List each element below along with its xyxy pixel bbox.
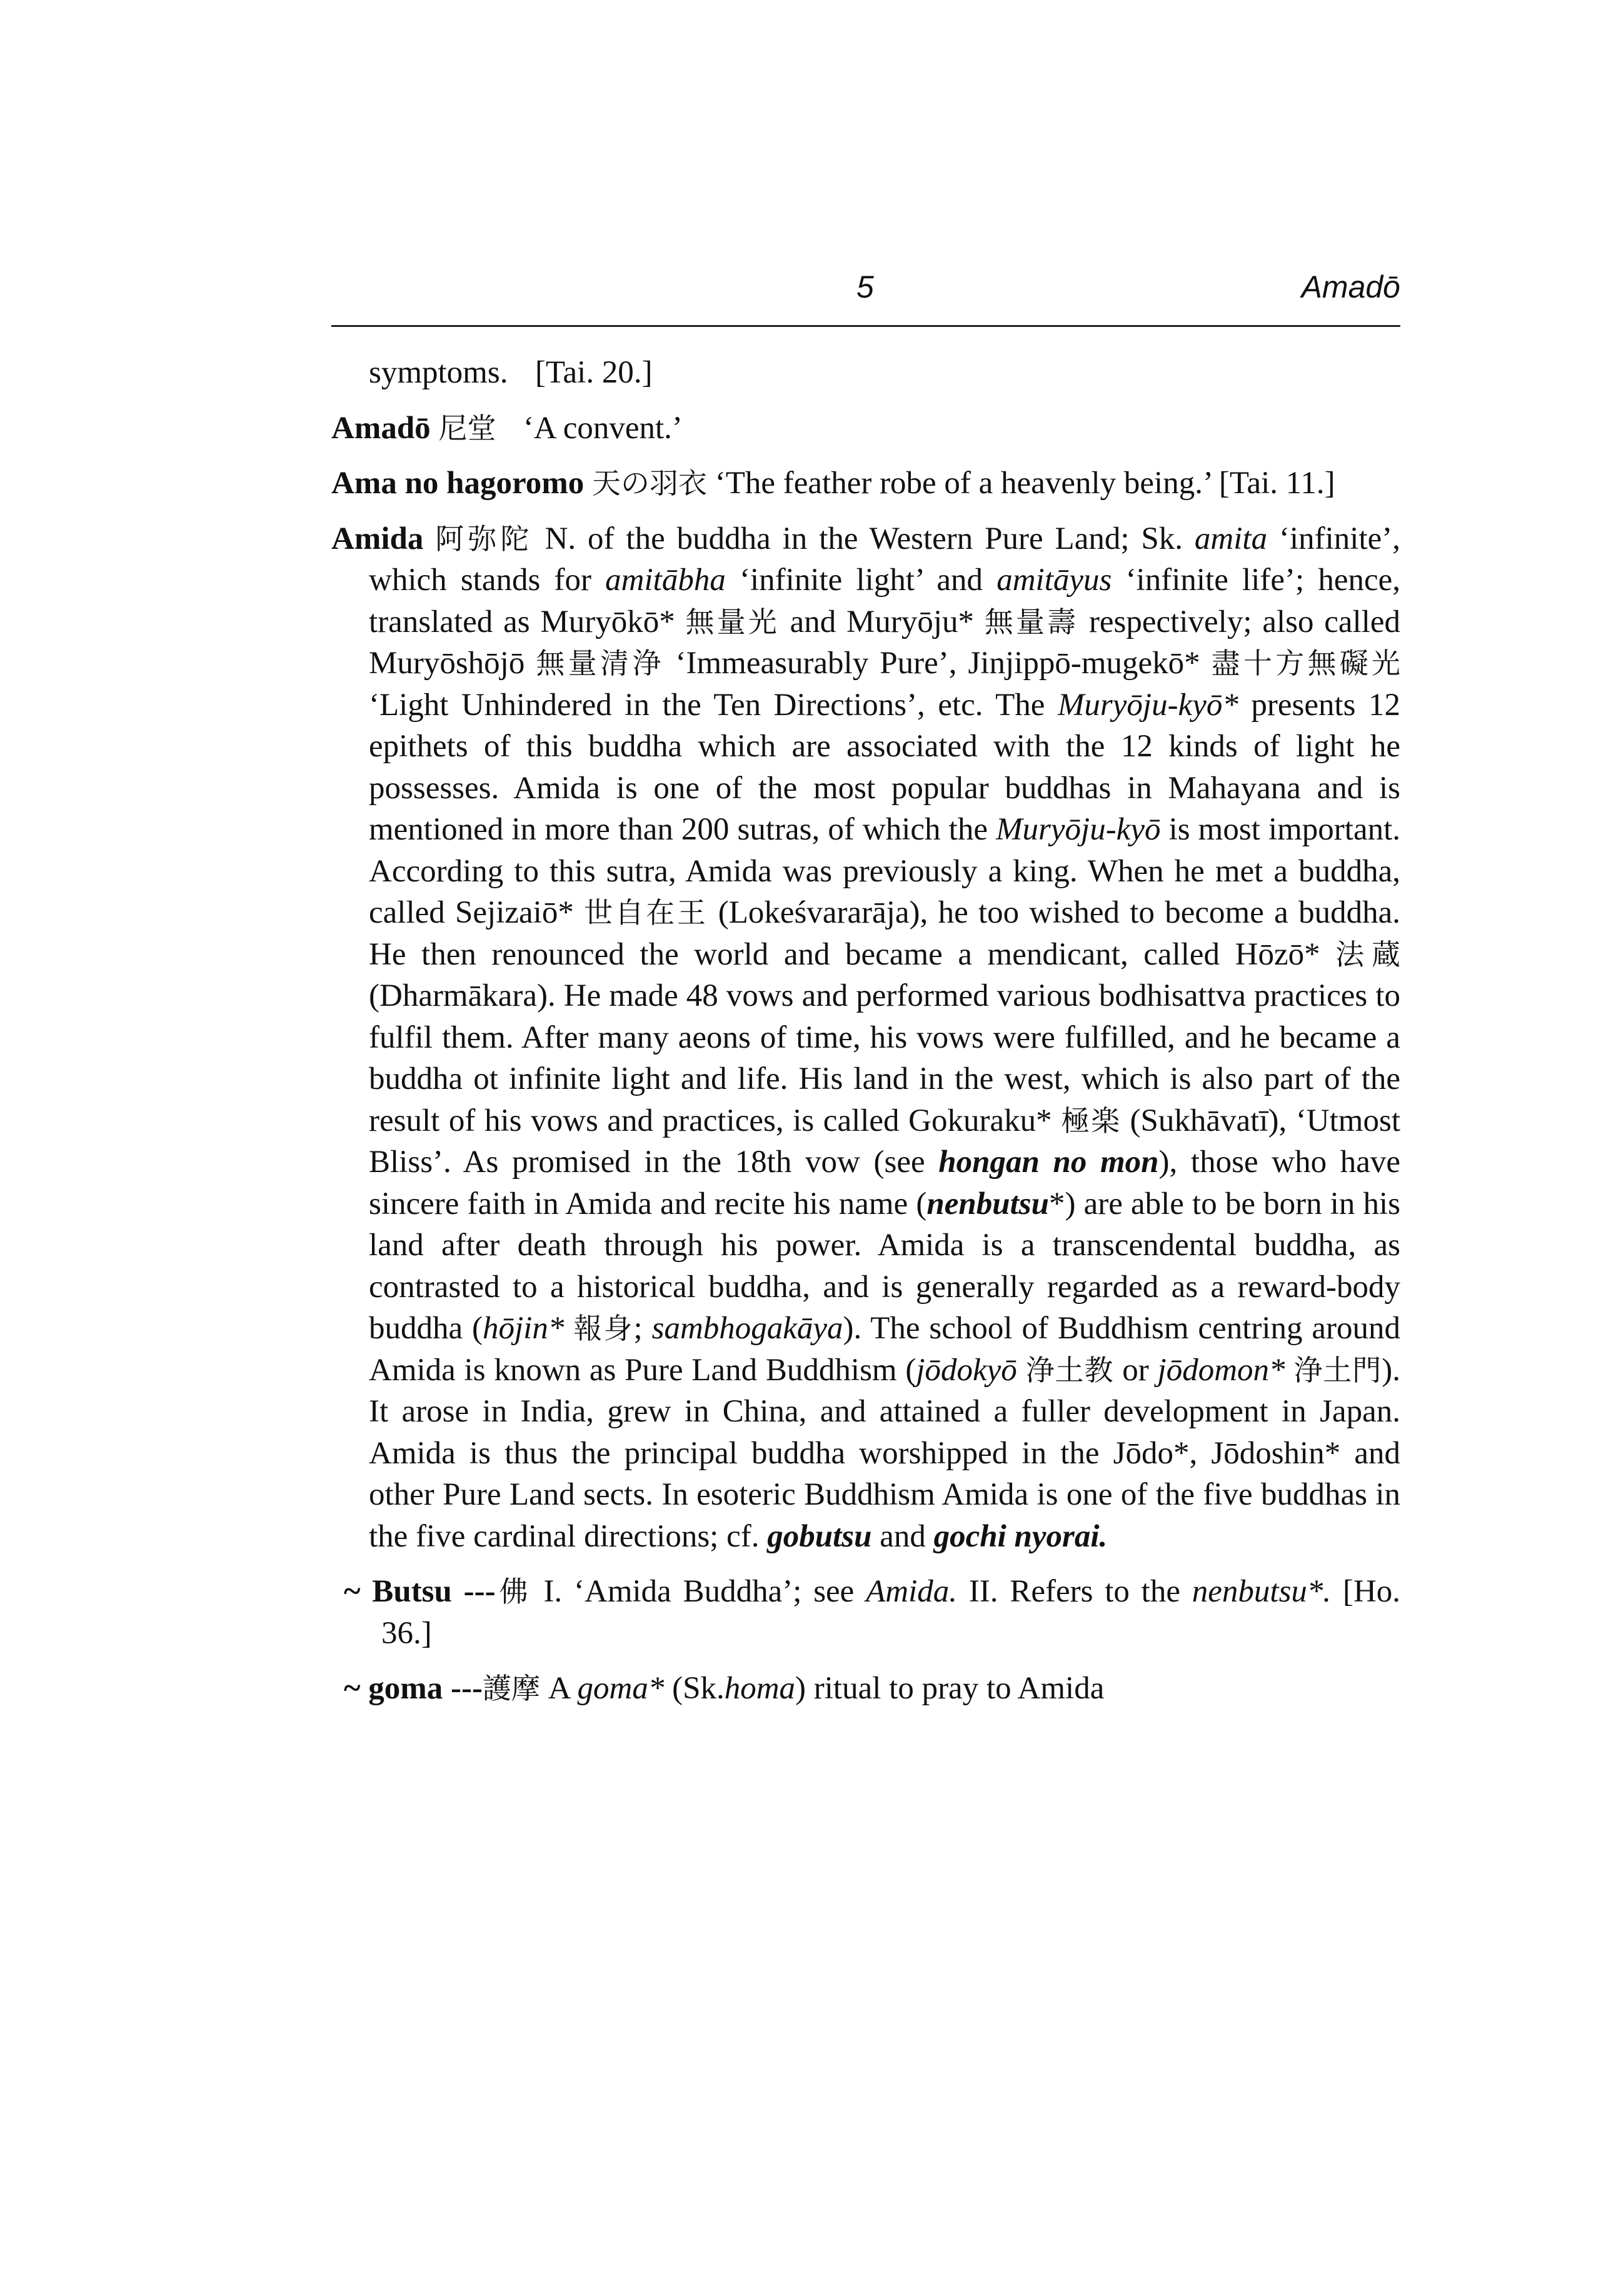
running-head-word: Amadō (1301, 269, 1400, 304)
headword-kanji: 護摩 (482, 1672, 540, 1705)
kanji-term: 法蔵 (1335, 937, 1400, 971)
kanji-term: 無量清浄 (536, 646, 665, 680)
term-italic: Amida. (866, 1574, 958, 1609)
headword: ~ Butsu --- (344, 1574, 496, 1609)
definition-text: presents 12 epithets of this buddha which are associated with the 12 kinds of light he possesses. Amida is one of the most popular buddhas in Mahayana and is mentioned in more than 200 sutras, of which the (369, 687, 1401, 847)
cross-reference: gochi nyorai. (933, 1518, 1108, 1554)
term-italic: amitāyus (996, 563, 1112, 598)
definition-text: ). It arose in India, grew in China, and attained a fuller development in Japan. Amida is thus the principal buddha worshipped in the Jōdo*, Jōdoshin* and other Pure Land sects. In esoteric Buddhism Amida is one of the five buddhas in the five cardinal directions; cf. (369, 1352, 1401, 1554)
reference: [Ho. 36.] (381, 1574, 1401, 1651)
definition-text: ). The school of Buddhism centring around Amida is known as Pure Land Buddhism ( (369, 1311, 1401, 1388)
gloss: ‘A convent.’ (523, 410, 683, 446)
term-italic: homa (724, 1671, 796, 1706)
term-italic: sambhogakāya (651, 1311, 843, 1346)
kanji-term: 浄土教 (1025, 1353, 1114, 1387)
entry-amida (331, 518, 1400, 1558)
definition-text: (Lokeśvararāja), he too wished to become a buddha. He then renounced the world and became a mendicant, called Hōzō* (369, 895, 1400, 972)
term-italic: nenbutsu*. (1192, 1574, 1332, 1609)
kanji-term: 報身 (573, 1311, 634, 1345)
headword-kanji: 阿弥陀 (435, 521, 533, 556)
definition-text: or (1122, 1352, 1149, 1388)
headword-kanji: 天の羽衣 (592, 466, 707, 500)
entry-amida-goma (331, 1668, 1400, 1710)
term-italic: Muryōju-kyō* (1057, 687, 1238, 723)
definition-text: and (880, 1518, 926, 1554)
definition-text: II. Refers to the (968, 1574, 1180, 1609)
definition-text: is most important. According to this sutra, Amida was previously a king. When he met a buddha, called Sejizaiō* (369, 812, 1400, 930)
term-italic: goma* (577, 1671, 665, 1706)
term-italic: amitābha (605, 563, 726, 598)
kanji-term: 無量壽 (984, 604, 1079, 639)
header-rule (331, 325, 1400, 327)
definition-text: ‘infinite light’ and (740, 563, 983, 598)
headword: Amadō (331, 410, 431, 446)
kanji-term: 浄土門 (1293, 1353, 1382, 1387)
page-number: 5 (856, 269, 874, 304)
gloss: ‘The feather robe of a heavenly being.’ (715, 466, 1212, 501)
continuation-text: symptoms. (369, 355, 508, 390)
cross-reference: gobutsu (767, 1518, 872, 1554)
definition-text: ‘infinite’, which stands for (369, 521, 1400, 598)
definition-text: (Dharmākara). He made 48 vows and performed various bodhisattva practices to fulfil them. After many aeons of time, his vows were fulfilled, and he became a buddha ot infinite light and life. His land in the west, which is also part of the result of his vows and practices, is called Gokuraku* (369, 978, 1400, 1138)
definition-text: ‘infinite life’; hence, translated as Muryōkō* (369, 563, 1400, 639)
definition-text: and Muryōju* (790, 604, 975, 639)
kanji-term: 世自在王 (584, 896, 708, 930)
term-italic: amita (1194, 521, 1268, 556)
definition-text: *) are able to be born in his land after death through his power. Amida is a transcendental buddha, as contrasted to a historical buddha, and is generally regarded as a reward-body buddha ( (369, 1186, 1401, 1346)
entry-amado (331, 408, 1400, 449)
running-head (331, 269, 1400, 325)
definition-text: ; (633, 1311, 643, 1346)
term-italic: hōjin* (483, 1311, 565, 1346)
headword-kanji: 尼堂 (438, 411, 496, 445)
definition-text: ‘Light Unhindered in the Ten Directions’, etc. The (369, 687, 1045, 723)
entry-amida-butsu (331, 1571, 1400, 1654)
definition-text: ‘Immeasurably Pure’, Jinjippō-mugekō* (675, 646, 1200, 681)
definition-text: respectively; also called Muryōshōjō (369, 604, 1401, 681)
dictionary-page (331, 269, 1400, 1723)
term-italic: Muryōju-kyō (996, 812, 1161, 847)
headword-kanji: 佛 (495, 1575, 532, 1608)
term-italic: jōdokyō (916, 1352, 1017, 1388)
definition-text: ), those who have sincere faith in Amida and recite his name ( (369, 1145, 1400, 1221)
entry-continuation (331, 352, 1400, 394)
entry-ama-no-hagoromo (331, 463, 1400, 504)
headword: ~ goma --- (344, 1671, 483, 1706)
reference: [Tai. 20.] (534, 355, 653, 390)
kanji-term: 無量光 (685, 604, 780, 639)
kanji-term: 極楽 (1061, 1103, 1121, 1138)
headword: Amida (331, 521, 424, 556)
headword: Ama no hagoromo (331, 466, 585, 501)
kanji-term: 盡十方無礙光 (1211, 646, 1401, 680)
definition-text: ) ritual to pray to Amida (795, 1671, 1105, 1706)
definition-text: A (548, 1671, 570, 1706)
reference: [Tai. 11.] (1218, 466, 1335, 501)
definition-text: N. of the buddha in the Western Pure Land; Sk. (545, 521, 1183, 556)
cross-reference: hongan no mon (938, 1145, 1159, 1180)
definition-text: I. ‘Amida Buddha’; see (543, 1574, 855, 1609)
definition-text: (Sukhāvatī), ‘Utmost Bliss’. As promised in the 18th vow (see (369, 1103, 1400, 1180)
definition-text: (Sk. (672, 1671, 725, 1706)
cross-reference: nenbutsu (926, 1186, 1049, 1221)
term-italic: jōdomon* (1157, 1352, 1285, 1388)
